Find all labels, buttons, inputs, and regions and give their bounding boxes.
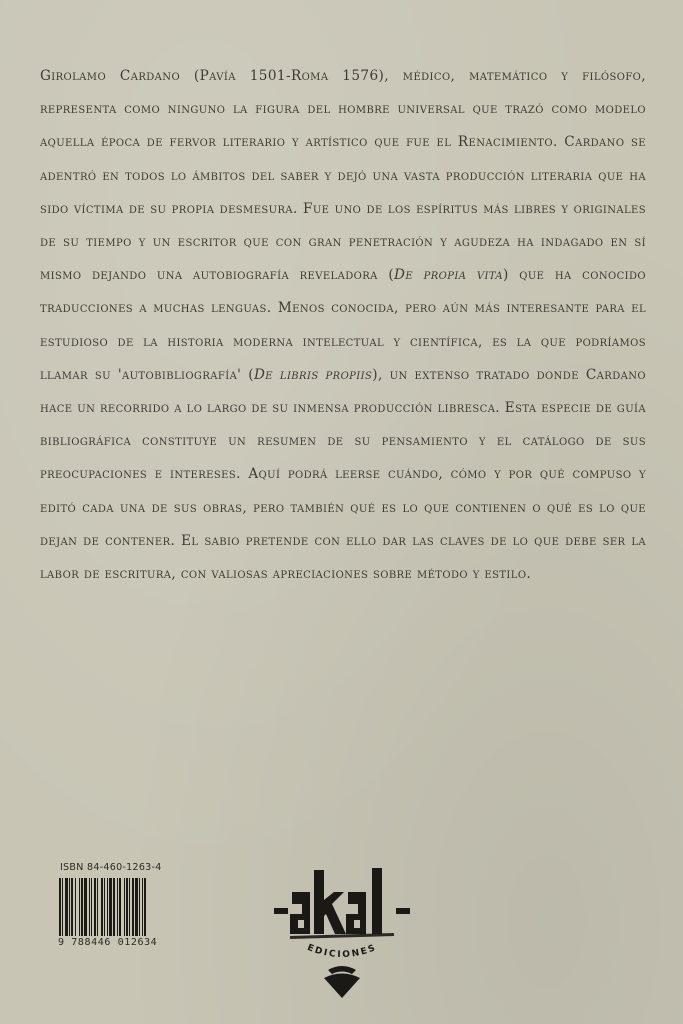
blurb-italic-title-1: De propia vita [394,267,503,284]
svg-text:EDICIONES [306,943,379,960]
blurb-text-part-2: ) que ha conocido traducciones a muchas lenguas. Menos conocida, pero aún más interesante para el estudioso de la historia moderna intelectual y científica, es la que podríamos llamar su 'autobibliografía' ( [40,267,646,383]
isbn-label: ISBN 84-460-1263-4 [60,862,162,873]
blurb-text-part-1: Girolamo Cardano (Pavía 1501-Roma 1576), médico, matemático y filósofo, representa como ninguno la figura del hombre universal que trazó como modelo aquella época de fervor literario y artístico que fue el Renacimiento. Cardano se adentró en todos lo ámbitos del saber y dejó una vasta producción literaria que ha sido víctima de su propia desmesura. Fue uno de los espíritus más libres y originales de su tiempo y un escritor que con gran penetración y agudeza ha indagado en sí mismo dejando una autobiografía reveladora ( [40,68,646,284]
logo-subtitle: EDICIONES [305,942,379,961]
barcode-digits: 9 788446 012634 [58,937,158,948]
logo-wordmark: -akal- [342,902,345,903]
isbn-barcode-block [58,862,182,948]
akal-logo [272,862,412,1002]
blurb-italic-title-2: De libris propiis [253,366,373,383]
barcode-icon [58,878,180,936]
blurb-text-part-3: ), un extenso tratado donde Cardano hace un recorrido a lo largo de su inmensa producción libresca. Esta especie de guía bibliográfica constituye un resumen de su pensamiento y el catálogo de sus preocupaciones e intereses. Aquí podrá leerse cuándo, cómo y por qué compuso y editó cada una de sus obras, pero también qué es lo que contienen o qué es lo que dejan de contener. El sabio pretende con ello dar las claves de lo que debe ser la labor de escritura, con valiosas apreciaciones sobre método y estilo. [40,366,646,583]
cover-blurb [40,60,646,591]
